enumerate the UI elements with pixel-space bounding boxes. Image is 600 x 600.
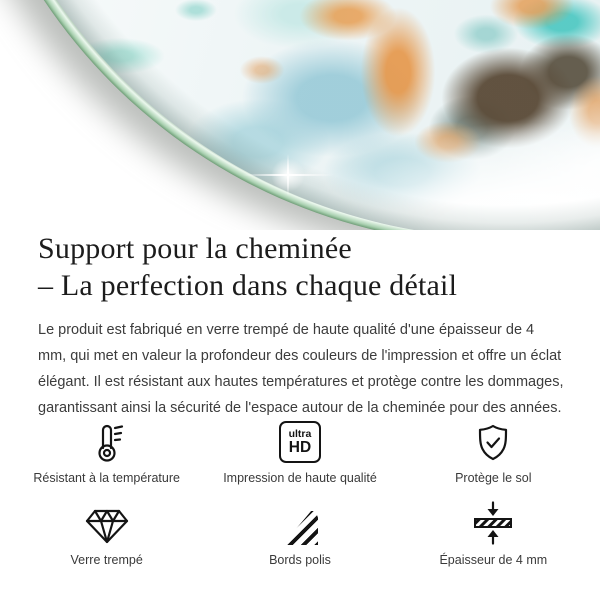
feature-polished-edges bbox=[203, 503, 396, 569]
thermometer-icon bbox=[85, 421, 129, 463]
hd-label: HD bbox=[288, 439, 312, 456]
title-line-1: Support pour la cheminée bbox=[38, 232, 352, 265]
feature-label: Bords polis bbox=[269, 553, 331, 567]
feature-label: Protège le sol bbox=[455, 471, 532, 485]
product-image bbox=[0, 0, 600, 230]
polished-edges-icon bbox=[281, 503, 318, 545]
feature-print-quality bbox=[203, 421, 396, 487]
feature-label: Épaisseur de 4 mm bbox=[439, 553, 548, 567]
sparkle-ray-vertical bbox=[287, 154, 289, 196]
feature-thickness bbox=[397, 503, 590, 569]
feature-tempered-glass bbox=[10, 503, 203, 569]
feature-temperature bbox=[10, 421, 203, 487]
title-line-2: – La perfection dans chaque détail bbox=[38, 269, 458, 302]
glass-marble-artwork bbox=[0, 0, 600, 230]
ultra-hd-icon bbox=[279, 421, 321, 463]
thickness-compress-icon bbox=[470, 503, 516, 545]
feature-floor-protection bbox=[397, 421, 590, 487]
shield-check-icon bbox=[473, 421, 513, 463]
feature-label: Verre trempé bbox=[70, 553, 143, 567]
product-description-text: Le produit est fabriqué en verre trempé de haute qualité d'une épaisseur de 4 mm, qui met en valeur la profondeur des couleurs de l'impression et offre un éclat élégant. Il est résistant aux hautes températures et protège contre les dommages, garantissant ainsi la sécurité de l'espace autour de la cheminée pour des années. bbox=[38, 322, 564, 416]
page-title bbox=[38, 230, 566, 304]
ultra-label: ultra bbox=[288, 427, 312, 440]
description-section bbox=[0, 230, 600, 421]
diamond-icon bbox=[85, 503, 129, 545]
feature-label: Résistant à la température bbox=[33, 471, 180, 485]
feature-grid bbox=[0, 421, 600, 569]
feature-label: Impression de haute qualité bbox=[223, 471, 377, 485]
